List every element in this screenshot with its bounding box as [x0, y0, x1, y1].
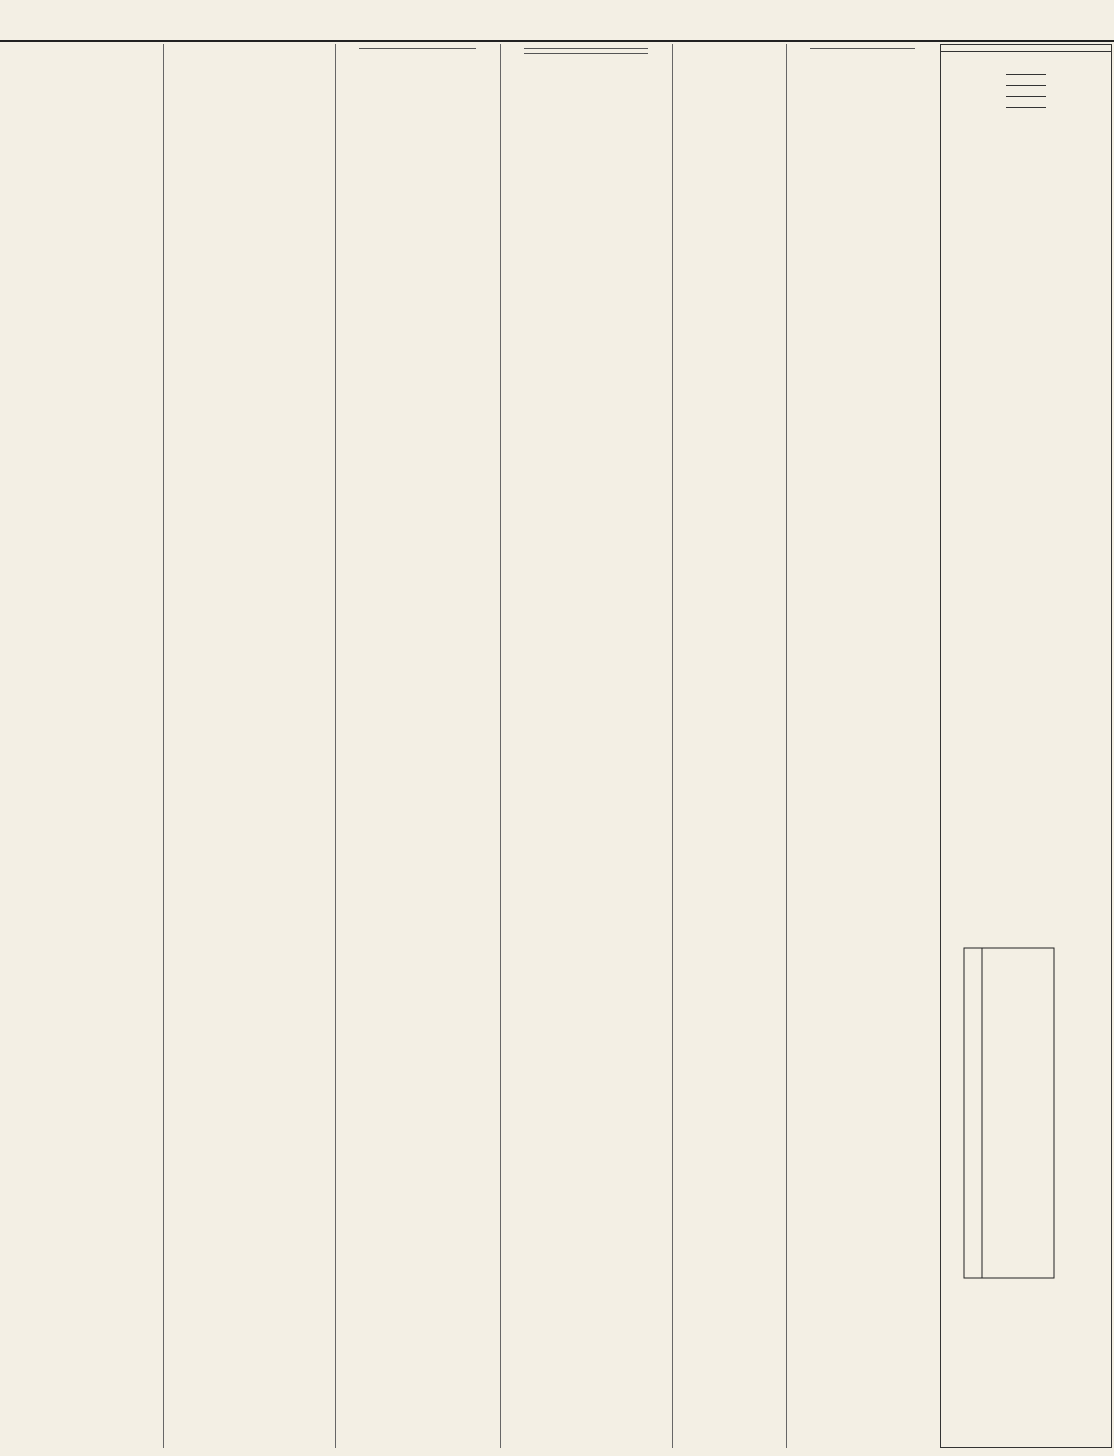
- plan-border: [964, 948, 1054, 1278]
- column-6: [787, 44, 938, 1448]
- divider: [359, 48, 476, 49]
- divider: [524, 48, 648, 49]
- divider: [810, 48, 915, 49]
- column-3: [336, 44, 499, 1448]
- divider: [1006, 74, 1046, 75]
- divider: [1006, 85, 1046, 86]
- masthead: [0, 0, 1114, 42]
- advert-title: [941, 49, 1111, 52]
- divider: [1006, 107, 1046, 108]
- column-5: [673, 44, 785, 1448]
- column-2: [164, 44, 334, 1448]
- column-4: [501, 44, 671, 1448]
- column-1: [0, 44, 162, 1448]
- allotment-plan: [948, 930, 1106, 1310]
- divider: [1006, 96, 1046, 97]
- divider: [524, 53, 648, 54]
